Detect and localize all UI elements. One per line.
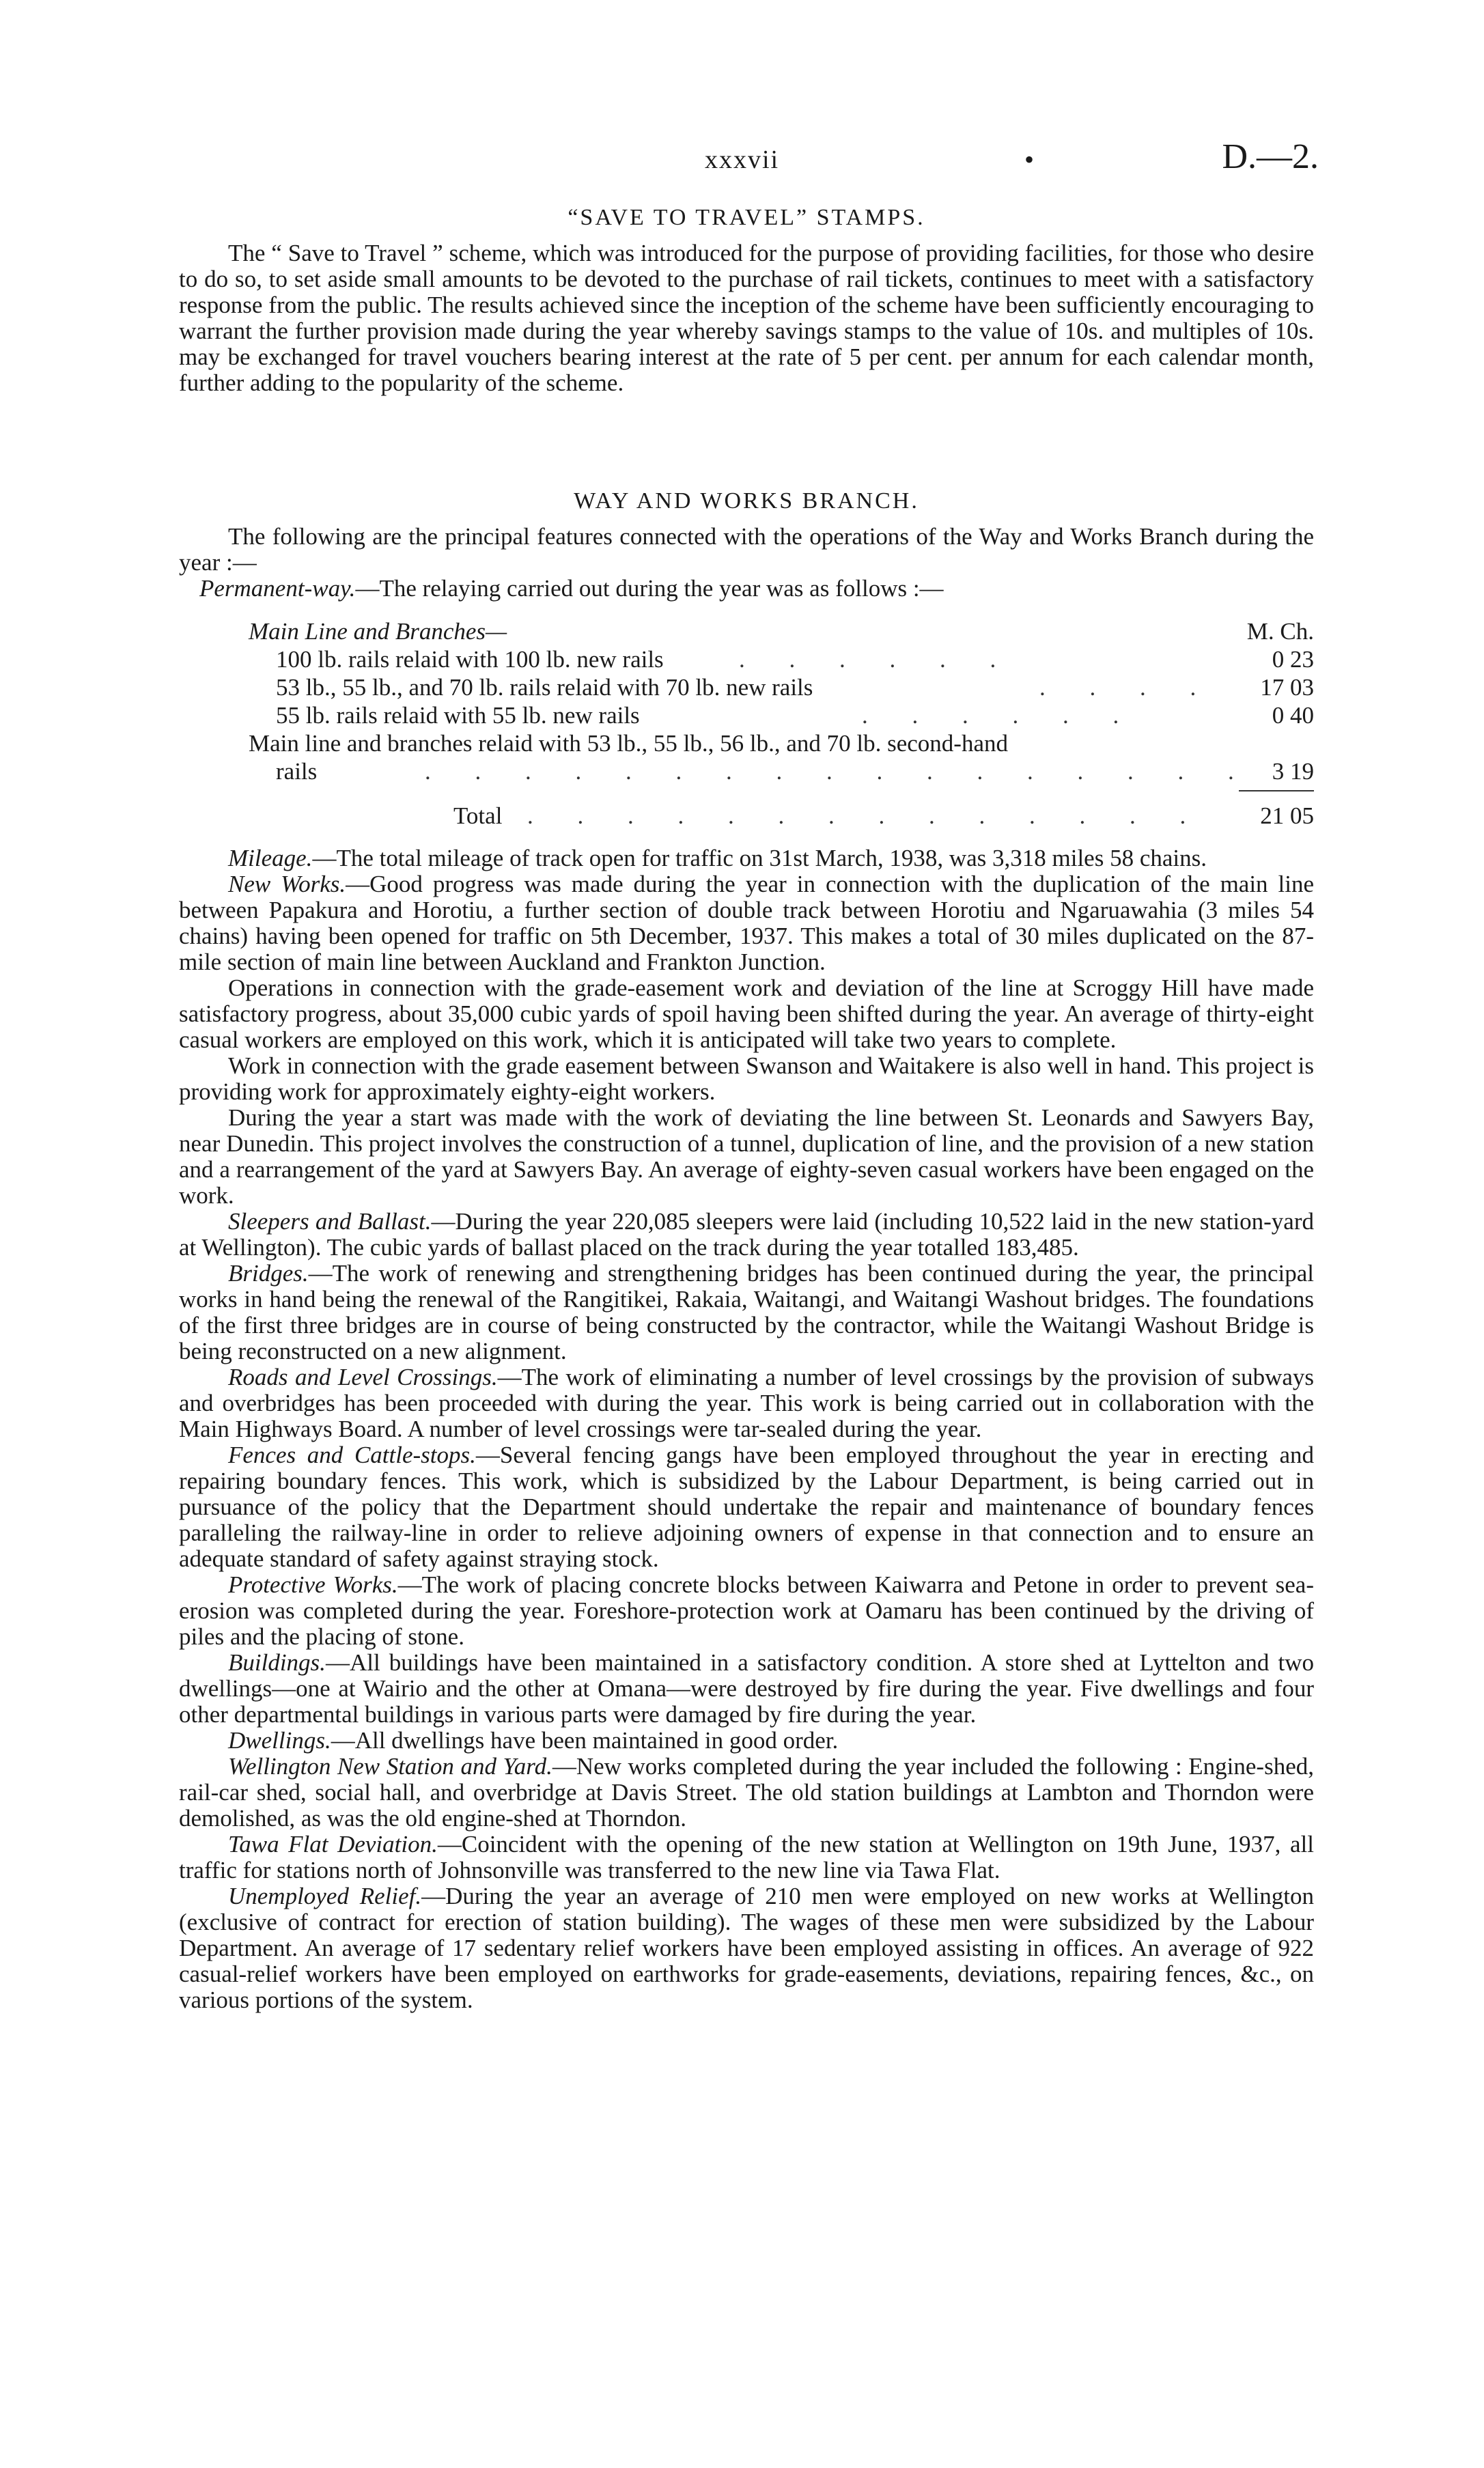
leader-dots: . . . . xyxy=(1039,674,1216,701)
leader-dots: . . . . . . xyxy=(739,646,1016,673)
section-heading: “SAVE TO TRAVEL” STAMPS. xyxy=(568,205,925,230)
table-row xyxy=(179,646,1314,673)
table-subheading: Main Line and Branches— xyxy=(249,618,507,645)
leader-dots: . . . . . . . . . . . . . . xyxy=(527,802,1205,829)
row-label: Main line and branches relaid with 53 lb., 55 lb., 56 lb., and 70 lb. second-hand xyxy=(249,730,1008,757)
save-to-travel-section xyxy=(179,205,1314,396)
branch-sections xyxy=(179,845,1314,2013)
paragraph: Wellington New Station and Yard.—New works completed during the year included the following : Engine-shed, rail-car shed, social hall, and overbridge at Davis Street. The old station buildings at Lambton and Thorndon were demolished, as was the old engine-shed at Thorndon. xyxy=(179,1753,1314,1832)
units-label: M. Ch. xyxy=(1246,618,1314,645)
paragraph: Operations in connection with the grade-easement work and deviation of the line at Scroggy Hill have made satisfactory progress, about 35,000 cubic yards of spoil having been shifted during the year. An average of thirty-eight casual workers are employed on this work, which it is anticipated will take two years to complete. xyxy=(179,974,1314,1053)
row-value: 3 19 xyxy=(1272,758,1314,785)
paragraph: Roads and Level Crossings.—The work of eliminating a number of level crossings by the provision of subways and overbridges has been proceeded with during the year. This work is being carried out in collaboration with the Main Highways Board. A number of level crossings were tar-sealed during the year. xyxy=(179,1364,1314,1442)
paragraph: Fences and Cattle-stops.—Several fencing gangs have been employed throughout the year in erecting and repairing boundary fences. This work, which is subsidized by the Labour Department, is being carried out in pursuance of the policy that the Department should undertake the repair and maintenance of boundary fences paralleling the railway-line in order to relieve adjoining owners of expense in that connection and to ensure an adequate standard of safety against straying stock. xyxy=(179,1442,1315,1572)
way-works-section xyxy=(179,488,1314,602)
paragraph: Bridges.—The work of renewing and strengthening bridges has been continued during the year, the principal works in hand being the renewal of the Rangitikei, Rakaia, Waitangi, and Waitangi Washout bridges. The foundations of the first three bridges are in course of being constructed by the contractor, while the Waitangi Washout Bridge is being reconstructed on a new alignment. xyxy=(179,1260,1314,1364)
subheading-text: —The relaying carried out during the year was as follows :— xyxy=(355,575,944,602)
total-row xyxy=(179,802,1314,830)
row-label: 53 lb., 55 lb., and 70 lb. rails relaid with 70 lb. new rails xyxy=(276,674,813,701)
row-value: 0 23 xyxy=(1272,646,1314,673)
row-value: 0 40 xyxy=(1272,702,1314,729)
paragraph: Tawa Flat Deviation.—Coincident with the opening of the new station at Wellington on 19th June, 1937, all traffic for stations north of Johnsonville was transferred to the new line via Tawa Flat. xyxy=(179,1831,1314,1883)
row-label: rails xyxy=(276,758,318,785)
paragraph: Work in connection with the grade easement between Swanson and Waitakere is also well in hand. This project is providing work for approximately eighty-eight workers. xyxy=(179,1052,1314,1105)
document-reference: D.—2. xyxy=(1222,137,1319,176)
page-number: xxxvii xyxy=(704,145,780,174)
leader-dots: . . . . . . . . . . . . . . . . . xyxy=(425,758,1253,785)
paragraph: Mileage.—The total mileage of track open for traffic on 31st March, 1938, was 3,318 miles 58 chains. xyxy=(228,845,1207,871)
paragraph: The “ Save to Travel ” scheme, which was introduced for the purpose of providing facilities, for those who desire to do so, to set aside small amounts to be devoted to the purchase of rail tickets, continues to meet with a satisfactory response from the public. The results achieved since the inception of the scheme have been sufficiently encouraging to warrant the further provision made during the year whereby savings stamps to the value of 10s. and multiples of 10s. may be exchanged for travel vouchers bearing interest at the rate of 5 per cent. per annum for each calendar month, further adding to the popularity of the scheme. xyxy=(179,240,1314,396)
paragraph: The following are the principal features connected with the operations of the Way and Works Branch during the year :— xyxy=(179,523,1314,576)
section-heading: WAY AND WORKS BRANCH. xyxy=(574,488,919,514)
table-header-row xyxy=(179,618,1314,645)
total-label: Total xyxy=(453,802,503,829)
permanent-way-line xyxy=(199,576,1314,602)
page-mark: • xyxy=(1024,144,1035,175)
paragraph: Sleepers and Ballast.—During the year 220,085 sleepers were laid (including 10,522 laid in the new station-yard at Wellington). The cubic yards of ballast placed on the track during the year totalled 183,485. xyxy=(179,1208,1314,1261)
total-value: 21 05 xyxy=(1260,802,1314,829)
subheading: Permanent-way. xyxy=(199,575,356,602)
paragraph: Unemployed Relief.—During the year an average of 210 men were employed on new works at Wellington (exclusive of contract for erection of station building). The wages of these men were subsidized by the Labour Department. An average of 17 sedentary relief workers have been employed assisting in offices. An average of 922 casual-relief workers have been employed on earthworks for grade-easements, deviations, repairing fences, &c., on various portions of the system. xyxy=(179,1883,1314,2013)
table-row xyxy=(179,702,1314,729)
paragraph: During the year a start was made with the work of deviating the line between St. Leonards and Sawyers Bay, near Dunedin. This project involves the construction of a tunnel, duplication of line, and the provision of a new station and a rearrangement of the yard at Sawyers Bay. An average of eighty-seven casual workers have been engaged on the work. xyxy=(179,1104,1314,1209)
row-value: 17 03 xyxy=(1260,674,1314,701)
paragraph: Dwellings.—All dwellings have been maintained in good order. xyxy=(228,1727,839,1754)
table-row xyxy=(179,730,1314,757)
row-label: 100 lb. rails relaid with 100 lb. new rails xyxy=(276,646,664,673)
leader-dots: . . . . . . xyxy=(862,702,1138,729)
paragraph: New Works.—Good progress was made during the year in connection with the duplication of the main line between Papakura and Horotiu, a further section of double track between Horotiu and Ngaruawahia (3 miles 54 chains) having been opened for traffic on 5th December, 1937. This makes a total of 30 miles duplicated on the 87-mile section of main line between Auckland and Frankton Junction. xyxy=(179,871,1314,975)
paragraph: Protective Works.—The work of placing concrete blocks between Kaiwarra and Petone in order to prevent sea-erosion was completed during the year. Foreshore-protection work at Oamaru has been continued by the driving of piles and the placing of stone. xyxy=(179,1571,1314,1650)
paragraph: Buildings.—All buildings have been maintained in a satisfactory condition. A store shed at Lyttelton and two dwellings—one at Wairio and the other at Omana—were destroyed by fire during the year. Five dwellings and four other departmental buildings in various parts were damaged by fire during the year. xyxy=(179,1649,1314,1728)
table-row xyxy=(179,758,1314,785)
row-label: 55 lb. rails relaid with 55 lb. new rails xyxy=(276,702,640,729)
total-rule xyxy=(1239,790,1314,791)
table-row xyxy=(179,674,1314,701)
